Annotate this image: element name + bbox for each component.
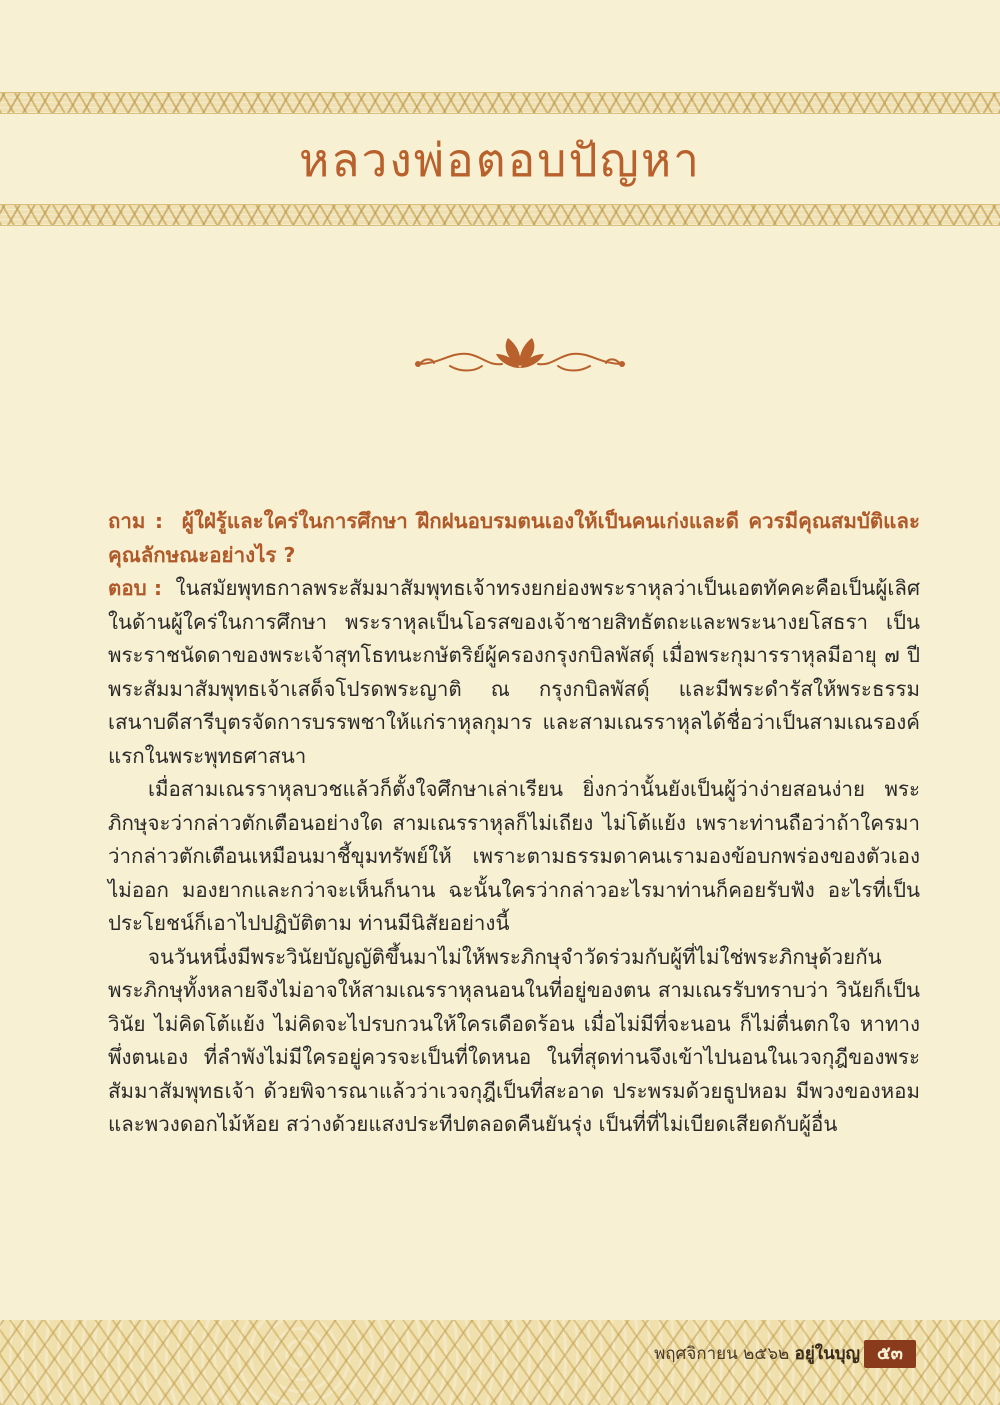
answer-paragraph-2: เมื่อสามเณรราหุลบวชแล้วก็ตั้งใจศึกษาเล่าเรียน ยิ่งกว่านั้นยังเป็นผู้ว่าง่ายสอนง่าย พระภิกษุจะว่ากล่าวตักเตือนอย่างใด สามเณรราหุลก็ไม่เถียง ไม่โต้แย้ง เพราะท่านถือว่าถ้าใครมาว่ากล่าวตักเตือนเหมือนมาชี้ขุมทรัพย์ให้ เพราะตามธรรมดาคนเรามองข้อบกพร่องของตัวเองไม่ออก มองยากและกว่าจะเห็นก็นาน ฉะนั้นใครว่ากล่าวอะไรมาท่านก็คอยรับฟัง อะไรที่เป็นประโยชน์ก็เอาไปปฏิบัติตาม ท่านมีนิสัยอย่างนี้ <box>108 777 920 935</box>
answer-text-1: ในสมัยพุทธกาลพระสัมมาสัมพุทธเจ้าทรงยกย่องพระราหุลว่าเป็นเอตทัคคะคือเป็นผู้เลิศในด้านผู้ใคร่ในการศึกษา พระราหุลเป็นโอรสของเจ้าชายสิทธัตถะและพระนางยโสธรา เป็นพระราชนัดดาของพระเจ้าสุทโธทนะกษัตริย์ผู้ครองกรุงกบิลพัสดุ์ เมื่อพระกุมารราหุลมีอายุ ๗ ปี พระสัมมาสัมพุทธเจ้าเสด็จโปรดพระญาติ ณ กรุงกบิลพัสดุ์ และมีพระดำรัสให้พระธรรมเสนาบดีสารีบุตรจัดการบรรพชาให้แก่ราหุลกุมาร และสามเณรราหุลได้ชื่อว่าเป็นสามเณรองค์แรกในพระพุทธศาสนา <box>108 576 920 768</box>
question <box>108 505 920 572</box>
footer-issue-info <box>620 1342 860 1366</box>
page-title: หลวงพ่อตอบปัญหา <box>299 133 701 187</box>
answer-paragraph-1 <box>108 572 920 773</box>
question-label: ถาม : <box>108 509 164 533</box>
footer-date: พฤศจิกายน ๒๕๖๒ <box>654 1344 790 1364</box>
decorative-band-middle <box>0 204 1000 226</box>
answer-paragraph-3: จนวันหนึ่งมีพระวินัยบัญญัติขึ้นมาไม่ให้พระภิกษุจำวัดร่วมกับผู้ที่ไม่ใช่พระภิกษุด้วยกัน พระภิกษุทั้งหลายจึงไม่อาจให้สามเณรราหุลนอนในที่อยู่ของตน สามเณรรับทราบว่า วินัยก็เป็นวินัย ไม่คิดโต้แย้ง ไม่คิดจะไปรบกวนให้ใครเดือดร้อน เมื่อไม่มีที่จะนอน ก็ไม่ตื่นตกใจ หาทางพึ่งตนเอง ที่ลำพังไม่มีใครอยู่ควรจะเป็นที่ใดหนอ ในที่สุดท่านจึงเข้าไปนอนในเวจกุฎีของพระสัมมาสัมพุทธเจ้า ด้วยพิจารณาแล้วว่าเวจกุฎีเป็นที่สะอาด ประพรมด้วยธูปหอม มีพวงของหอมและพวงดอกไม้ห้อย สว่างด้วยแสงประทีปตลอดคืนยันรุ่ง เป็นที่ที่ไม่เบียดเสียดกับผู้อื่น <box>108 944 920 1136</box>
floral-ornament-icon <box>410 330 630 380</box>
qa-content <box>108 505 920 1142</box>
page-number: ๕๓ <box>864 1340 916 1368</box>
answer-label: ตอบ : <box>108 576 163 600</box>
decorative-band-top <box>0 92 1000 114</box>
footer-magazine-name: อยู่ในบุญ <box>794 1344 860 1364</box>
question-text: ผู้ใฝ่รู้และใคร่ในการศึกษา ฝึกฝนอบรมตนเองให้เป็นคนเก่งและดี ควรมีคุณสมบัติและคุณลักษณะอย่างไร ? <box>108 509 920 567</box>
